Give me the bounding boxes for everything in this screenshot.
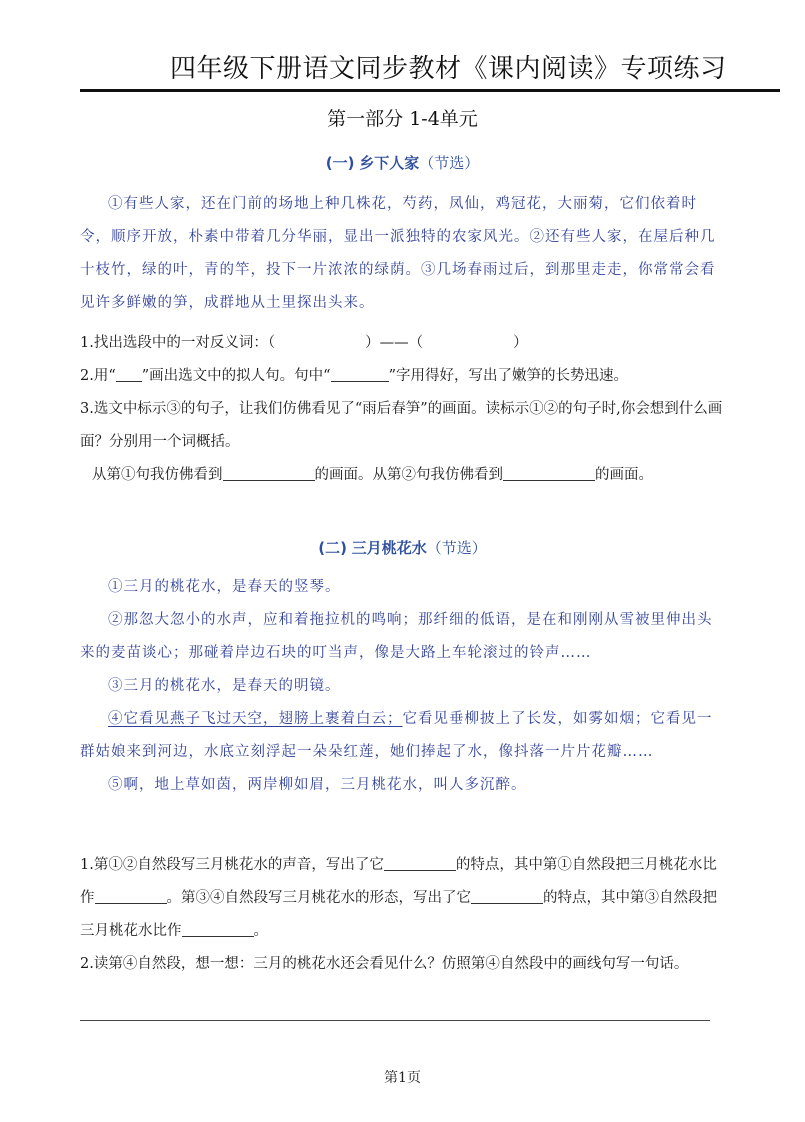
paragraph-4 [80, 703, 720, 769]
paragraph-3: ③三月的桃花水，是春天的明镜。 [108, 678, 341, 694]
section-1-title [0, 152, 805, 173]
page-number: 第1页 [384, 1070, 421, 1086]
q-text: 的画面。 [595, 467, 653, 483]
section-1-passage [80, 188, 720, 320]
wavy-line-sample [116, 363, 142, 382]
section-1-name: 乡下人家 [359, 154, 420, 172]
section-1-questions [80, 327, 725, 492]
q-text: 的画面。从第②句我仿佛看到 [314, 467, 503, 483]
q-text: 。第③④自然段写三月桃花水的形态，写出了它 [166, 890, 471, 906]
answer-blank[interactable] [384, 852, 456, 871]
answer-blank[interactable] [331, 363, 389, 382]
q-text: 从第①句我仿佛看到 [92, 467, 223, 483]
answer-writing-line[interactable] [80, 1020, 710, 1021]
q-text: 的特点，其中第③自然段把三月桃花水比作 [80, 890, 717, 939]
q-text: ） [513, 335, 528, 351]
header-divider [80, 89, 780, 92]
section-2-name: 三月桃花水 [351, 539, 427, 557]
question-2-1 [80, 849, 725, 948]
part-title: 第一部分 1-4单元 [327, 108, 478, 130]
question-1-1 [80, 327, 725, 360]
paragraph-5: ⑤啊，地上草如茵，两岸柳如眉，三月桃花水，叫人多沉醉。 [108, 777, 527, 793]
question-2-2: 2.读第④自然段，想一想：三月的桃花水还会看见什么？仿照第④自然段中的画线句写一句话。 [80, 956, 689, 972]
answer-blank[interactable] [503, 462, 595, 481]
section-1-paragraph: ①有些人家，还在门前的场地上种几株花，芍药，凤仙，鸡冠花，大丽菊，它们依着时令，顺序开放，朴素中带着几分华丽，显出一派独特的农家风光。②还有些人家，在屋后种几十枝竹，绿的叶，青的竿，投下一片浓浓的绿荫。③几场春雨过后，到那里走走，你常常会看见许多鲜嫩的笋，成群地从土里探出头来。 [80, 196, 716, 311]
q-text: ”字用得好，写出了嫩笋的长势迅速。 [388, 368, 628, 384]
q-text: 的特点，其中第①自然段把三月桃花水比作 [80, 857, 717, 906]
question-1-3: 3.选文中标示③的句子，让我们仿佛看见了“雨后春笋”的画面。读标示①②的句子时,你会想到什么画面？分别用一个词概括。 [80, 401, 723, 450]
answer-blank[interactable] [471, 885, 543, 904]
answer-blank[interactable] [275, 331, 365, 349]
answer-blank[interactable] [223, 462, 315, 481]
section-2-title [0, 537, 805, 558]
section-1-number: (一) [325, 154, 355, 172]
section-2-note: （节选） [426, 539, 487, 557]
question-1-3-answer [80, 459, 725, 492]
section-2-passage [80, 571, 720, 802]
q-text: ）——（ [365, 335, 424, 351]
underlined-sentence: ④它看见燕子飞过天空，翅膀上裹着白云； [108, 711, 403, 727]
answer-blank[interactable] [423, 331, 513, 349]
q-text: ”画出选文中的拟人句。句中“ [141, 368, 331, 384]
section-2-questions [80, 849, 725, 981]
section-1-note: （节选） [419, 154, 480, 172]
paragraph-4-rest: 它看见垂柳披上了长发，如雾如烟；它看见一群姑娘来到河边，水底立刻浮起一朵朵红莲，她们捧起了水，像抖落一片片花瓣…… [80, 711, 713, 760]
paragraph-2: ②那忽大忽小的水声，应和着拖拉机的鸣响；那纤细的低语，是在和刚刚从雪被里伸出头来的麦苗谈心；那碰着岸边石块的叮当声，像是大路上车轮滚过的铃声…… [80, 612, 713, 661]
worksheet-title: 四年级下册语文同步教材《课内阅读》专项练习 [170, 54, 727, 84]
answer-blank[interactable] [182, 918, 254, 937]
section-2-number: (二) [318, 539, 347, 557]
question-1-2 [80, 360, 725, 393]
paragraph-1: ①三月的桃花水，是春天的竖琴。 [108, 579, 341, 595]
q-text: 1.第①②自然段写三月桃花水的声音，写出了它 [80, 857, 384, 873]
q-text: 2.用“ [80, 368, 116, 384]
answer-blank[interactable] [95, 885, 167, 904]
q-text: 1.找出选段中的一对反义词：（ [80, 335, 276, 351]
q-text: 。 [253, 923, 268, 939]
